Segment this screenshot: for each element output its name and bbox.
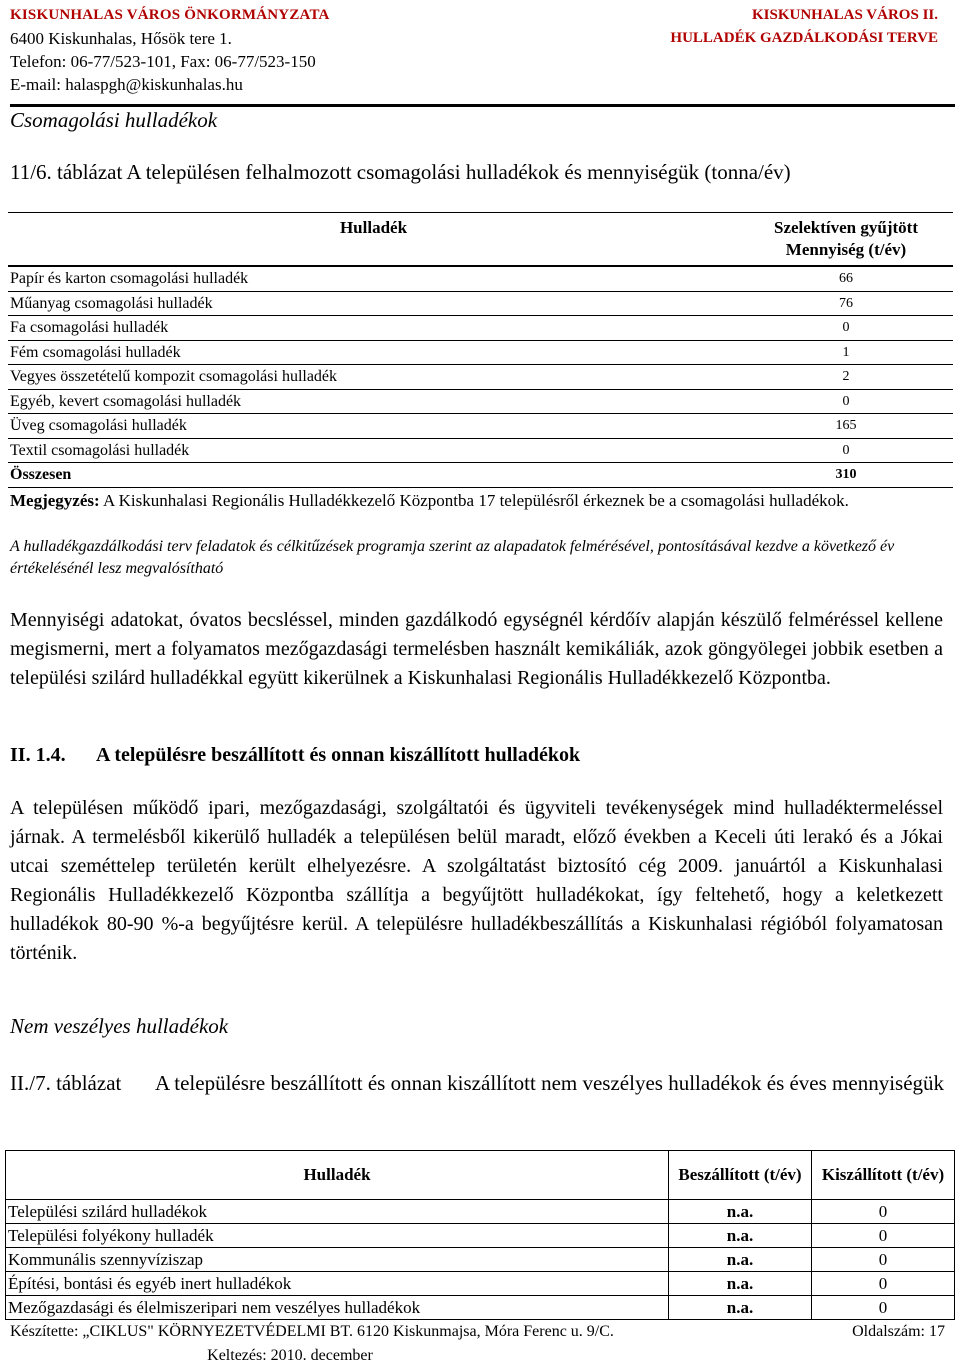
total-value: 310 (739, 463, 953, 488)
row-in: n.a. (669, 1272, 812, 1296)
row-value: 0 (739, 438, 953, 463)
table1-col-amount: Szelektíven gyűjtött Mennyiség (t/év) (739, 213, 953, 267)
row-name: Kommunális szennyvíziszap (6, 1248, 669, 1272)
table-row (8, 438, 953, 463)
row-out: 0 (812, 1272, 955, 1296)
table2-col-out: Kiszállított (t/év) (812, 1151, 955, 1200)
note-italic: A hulladékgazdálkodási terv feladatok és célkitűzések programja szerint az alapadatok felmérésével, pontosításával kezdve a következő év értékelésénél lesz megvalósítható (10, 538, 895, 577)
section-title: Csomagolási hulladékok (10, 108, 218, 132)
footer-date: Keltezés: 2010. december (207, 1347, 373, 1364)
row-name: Fa csomagolási hulladék (8, 316, 739, 341)
row-name: Papír és karton csomagolási hulladék (8, 266, 739, 291)
header-divider (10, 104, 955, 107)
table-row (6, 1224, 955, 1248)
table1-note (10, 490, 945, 512)
table-row (6, 1272, 955, 1296)
row-value: 0 (739, 316, 953, 341)
subsection-title: Nem veszélyes hulladékok (10, 1014, 229, 1038)
row-value: 76 (739, 291, 953, 316)
row-out: 0 (812, 1296, 955, 1320)
table-row (8, 414, 953, 439)
letterhead-right (670, 4, 938, 50)
org-email: E-mail: halaspgh@kiskunhalas.hu (10, 75, 243, 94)
row-value: 0 (739, 389, 953, 414)
org-phone: Telefon: 06-77/523-101, Fax: 06-77/523-150 (10, 52, 316, 71)
row-name: Textil csomagolási hulladék (8, 438, 739, 463)
row-value: 66 (739, 266, 953, 291)
table1-col-waste: Hulladék (8, 213, 739, 267)
table-row (8, 365, 953, 390)
letterhead-left (10, 4, 330, 96)
row-in: n.a. (669, 1200, 812, 1224)
table2-caption (10, 1070, 945, 1097)
section-heading (10, 744, 580, 767)
row-name: Mezőgazdasági és élelmiszeripari nem veszélyes hulladékok (6, 1296, 669, 1320)
footer-page-number: Oldalszám: 17 (852, 1323, 945, 1340)
heading-number: II. 1.4. (10, 744, 66, 766)
row-name: Egyéb, kevert csomagolási hulladék (8, 389, 739, 414)
table-row (8, 340, 953, 365)
org-name: KISKUNHALAS VÁROS ÖNKORMÁNYZATA (10, 7, 330, 23)
table2-col-waste: Hulladék (6, 1151, 669, 1200)
row-value: 1 (739, 340, 953, 365)
table-total-row (8, 463, 953, 488)
table-row (6, 1296, 955, 1320)
table-row (8, 389, 953, 414)
total-label: Összesen (8, 463, 739, 488)
row-name: Települési folyékony hulladék (6, 1224, 669, 1248)
row-in: n.a. (669, 1296, 812, 1320)
row-name: Fém csomagolási hulladék (8, 340, 739, 365)
table2-caption-label: II./7. táblázat (10, 1071, 122, 1095)
table1-caption: 11/6. táblázat A településen felhalmozott csomagolási hulladékok és mennyiségük (tonna/év) (10, 160, 791, 184)
paragraph-transport: A településen működő ipari, mezőgazdasági, szolgáltatói és ügyviteli tevékenységek mind hulladéktermeléssel járnak. A termelésből kikerülő hulladék a településen belül maradt, előző években a Keceli úti lerakó és a Jókai utcai szeméttelep területén került elhelyezésre. A szolgáltatást biztosító cég 2009. januártól a Kiskunhalasi Regionális Hulladékkezelő Központba szállítja a begyűjtött hulladékokat, így feltehető, hogy a keletkezett hulladékok 80-90 %-a begyűjtésre kerül. A településre hulladékbeszállítás a Kiskunhalasi régióból folyamatosan történik. (10, 797, 943, 964)
row-value: 2 (739, 365, 953, 390)
packaging-waste-table (8, 212, 953, 488)
note-label: Megjegyzés: (10, 491, 100, 510)
org-address: 6400 Kiskunhalas, Hősök tere 1. (10, 29, 232, 48)
row-name: Üveg csomagolási hulladék (8, 414, 739, 439)
row-name: Műanyag csomagolási hulladék (8, 291, 739, 316)
doc-title-line2: HULLADÉK GAZDÁLKODÁSI TERVE (670, 30, 938, 46)
table2-col-in: Beszállított (t/év) (669, 1151, 812, 1200)
table-row (8, 266, 953, 291)
row-out: 0 (812, 1200, 955, 1224)
row-out: 0 (812, 1248, 955, 1272)
non-hazardous-waste-table (5, 1150, 955, 1320)
row-value: 165 (739, 414, 953, 439)
row-out: 0 (812, 1224, 955, 1248)
note-text: A Kiskunhalasi Regionális Hulladékkezelő Központba 17 településről érkeznek be a csomagolási hulladékok. (102, 491, 849, 510)
row-name: Vegyes összetételű kompozit csomagolási hulladék (8, 365, 739, 390)
footer-author: Készítette: „CIKLUS" KÖRNYEZETVÉDELMI BT. 6120 Kiskunmajsa, Móra Ferenc u. 9/C. (10, 1323, 614, 1340)
row-in: n.a. (669, 1248, 812, 1272)
table-row (8, 316, 953, 341)
table-row (8, 291, 953, 316)
heading-text: A településre beszállított és onnan kiszállított hulladékok (96, 744, 581, 766)
table2-caption-text: A településre beszállított és onnan kiszállított nem veszélyes hulladékok és éves mennyiségük (155, 1071, 945, 1095)
doc-title-line1: KISKUNHALAS VÁROS II. (751, 7, 938, 23)
paragraph-quantity-data: Mennyiségi adatokat, óvatos becsléssel, minden gazdálkodó egységnél kérdőív alapján készülő felméréssel kellene megismerni, mert a folyamatos mezőgazdasági termelésben használt kemikáliák, azok göngyölegei jobbik esetben a települési szilárd hulladékkal együtt kikerülnek a Kiskunhalasi Regionális Hulladékkezelő Központba. (10, 609, 943, 689)
row-name: Építési, bontási és egyéb inert hulladékok (6, 1272, 669, 1296)
table-row (6, 1200, 955, 1224)
row-name: Települési szilárd hulladékok (6, 1200, 669, 1224)
row-in: n.a. (669, 1224, 812, 1248)
table-row (6, 1248, 955, 1272)
